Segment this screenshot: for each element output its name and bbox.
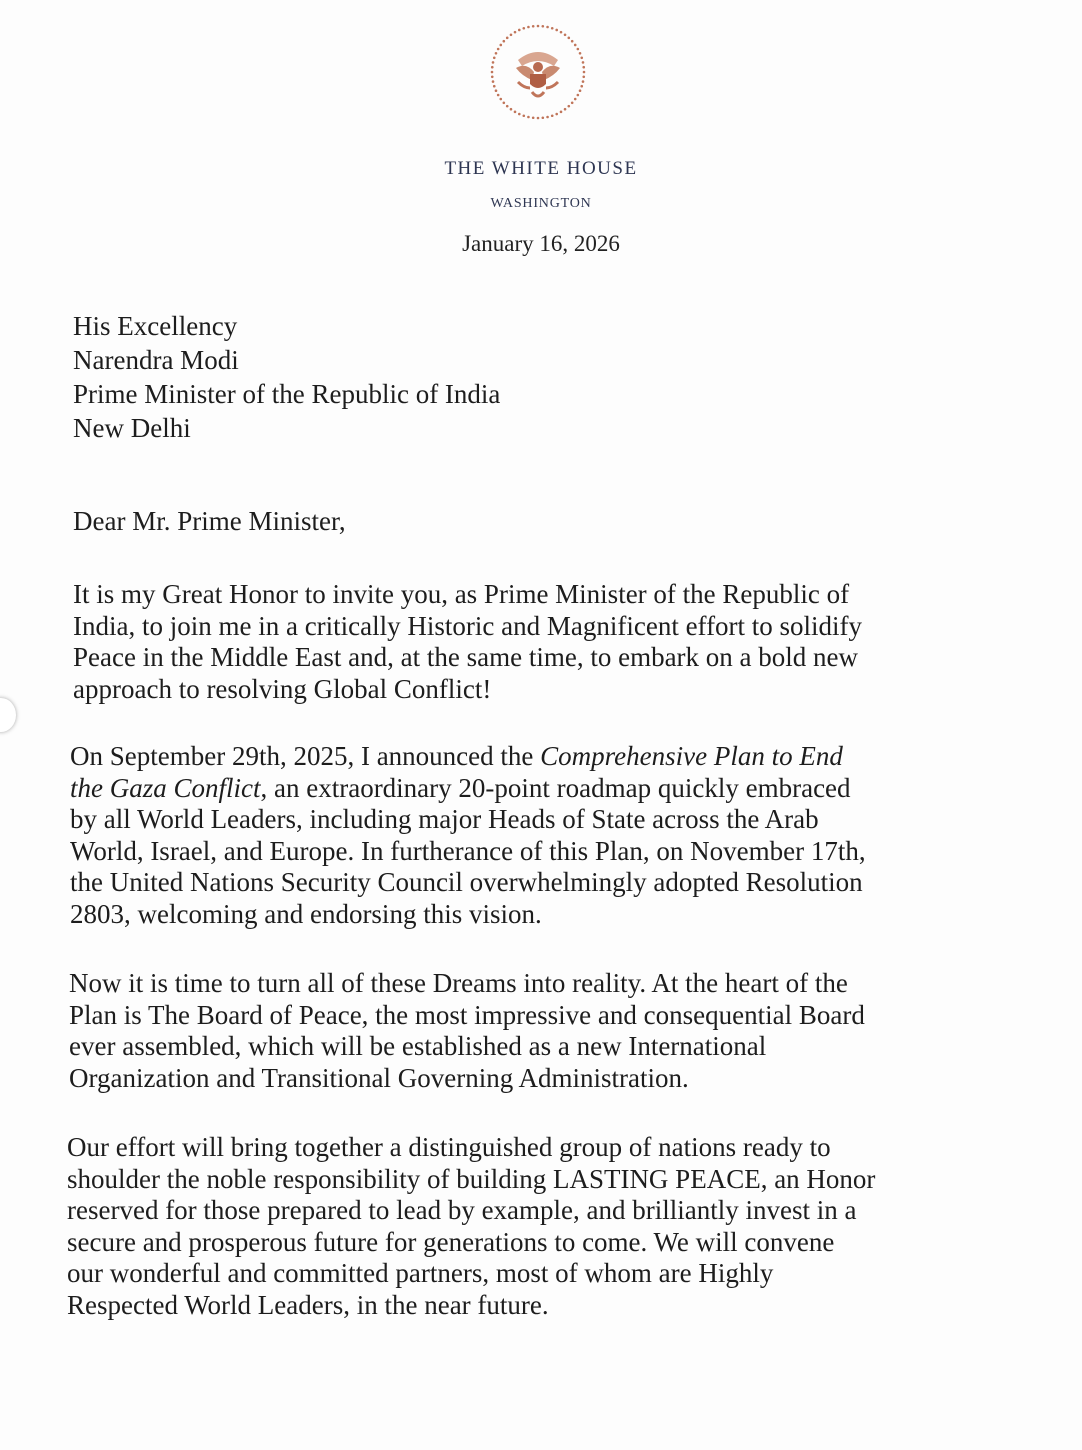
paragraph-line	[67, 1227, 875, 1259]
body-paragraph	[67, 1132, 875, 1321]
paragraph-line	[69, 1063, 865, 1095]
italic-text: the Gaza Conflict	[70, 772, 261, 803]
body-paragraph	[73, 579, 862, 705]
paragraph-line	[69, 1000, 865, 1032]
recipient-line: Narendra Modi	[73, 345, 239, 375]
body-paragraph	[70, 741, 866, 930]
paragraph-line	[70, 867, 866, 899]
paragraph-line	[69, 1031, 865, 1063]
paragraph-line	[67, 1290, 875, 1322]
text-segment: secure and prosperous future for generations to come. We will convene	[67, 1226, 835, 1257]
paragraph-line	[70, 773, 866, 805]
text-segment: It is my Great Honor to invite you, as Prime Minister of the Republic of	[73, 579, 850, 609]
paragraph-line	[73, 611, 862, 643]
letterhead-city: WASHINGTON	[490, 196, 592, 211]
text-segment: by all World Leaders, including major Heads of State across the Arab	[70, 804, 819, 834]
text-segment: approach to resolving Global Conflict!	[73, 673, 492, 704]
paragraph-line	[70, 836, 866, 868]
recipient-address	[73, 309, 500, 445]
paragraph-line	[70, 804, 866, 836]
paragraph-line	[67, 1132, 875, 1164]
salutation: Dear Mr. Prime Minister,	[73, 506, 346, 536]
paragraph-line	[70, 741, 866, 773]
paragraph-line	[73, 642, 862, 674]
text-segment: Now it is time to turn all of these Dreams into reality. At the heart of the	[69, 968, 848, 998]
paragraph-line	[67, 1258, 875, 1290]
page-edge-handle	[0, 698, 16, 732]
letterhead-title: THE WHITE HOUSE	[444, 158, 638, 179]
text-segment: On September 29th, 2025, I announced the	[70, 741, 541, 771]
text-segment: ever assembled, which will be established as a new International	[69, 1031, 767, 1061]
letter-date: January 16, 2026	[462, 231, 620, 256]
text-segment: World, Israel, and Europe. In furtherance of this Plan, on November 17th,	[70, 835, 866, 866]
paragraph-line	[73, 579, 862, 611]
text-segment: Peace in the Middle East and, at the same time, to embark on a bold new	[73, 642, 859, 672]
paragraph-line	[70, 899, 866, 931]
text-segment: Respected World Leaders, in the near future.	[67, 1289, 549, 1320]
presidential-seal-icon	[488, 22, 588, 122]
text-segment: shoulder the noble responsibility of building LASTING PEACE, an Honor	[67, 1163, 876, 1194]
paragraph-line	[67, 1195, 875, 1227]
text-segment: Our effort will bring together a distinguished group of nations ready to	[67, 1132, 831, 1162]
text-segment: , an extraordinary 20-point roadmap quickly embraced	[260, 772, 851, 803]
paragraph-line	[73, 674, 862, 706]
paragraph-line	[67, 1164, 875, 1196]
paragraph-line	[69, 968, 865, 1000]
italic-text: Comprehensive Plan to End	[540, 741, 843, 771]
text-segment: Plan is The Board of Peace, the most impressive and consequential Board	[69, 999, 865, 1030]
recipient-line: New Delhi	[73, 413, 191, 443]
text-segment: Organization and Transitional Governing Administration.	[69, 1062, 689, 1093]
recipient-line: His Excellency	[73, 311, 238, 341]
text-segment: the United Nations Security Council overwhelmingly adopted Resolution	[70, 867, 863, 897]
text-segment: India, to join me in a critically Historic and Magnificent effort to solidify	[73, 610, 863, 641]
text-segment: 2803, welcoming and endorsing this vision.	[70, 898, 542, 929]
text-segment: reserved for those prepared to lead by example, and brilliantly invest in a	[67, 1195, 857, 1225]
text-segment: our wonderful and committed partners, most of whom are Highly	[67, 1258, 774, 1288]
recipient-line: Prime Minister of the Republic of India	[73, 379, 501, 409]
body-paragraph	[69, 968, 865, 1094]
